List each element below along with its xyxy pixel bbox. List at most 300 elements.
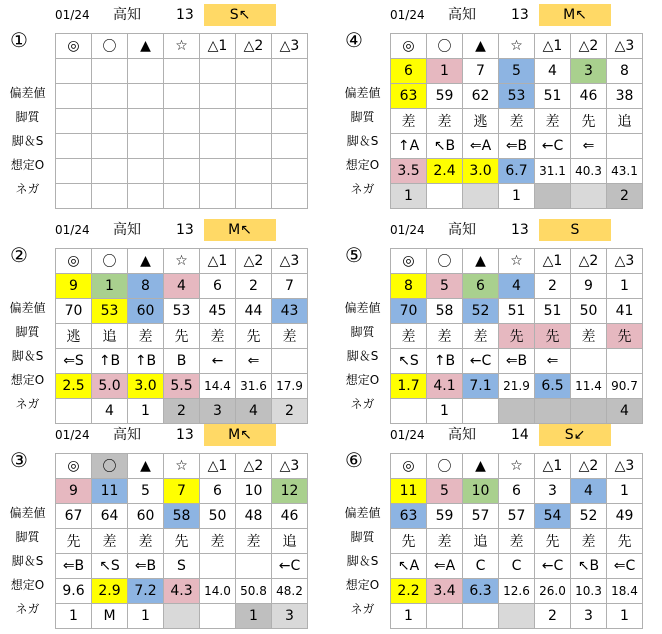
data-row [391, 504, 643, 529]
row-label: 脚質 [350, 325, 375, 339]
data-row [56, 84, 308, 109]
table-cell [236, 84, 272, 109]
data-row [391, 274, 643, 299]
row-label: 偏差値 [344, 86, 381, 100]
table-cell: 38 [607, 84, 643, 109]
row-label: 脚＆S [11, 349, 44, 363]
table-cell [164, 184, 200, 209]
table-cell [164, 59, 200, 84]
table-cell [607, 349, 643, 374]
table-cell: 48.2 [272, 579, 308, 604]
table-cell: 63 [391, 504, 427, 529]
table-cell: 3.0 [463, 159, 499, 184]
race-venue: 高知 [448, 222, 476, 238]
table-cell: 50.8 [236, 579, 272, 604]
data-row [56, 479, 308, 504]
table-cell: 1 [427, 59, 463, 84]
mark-cell: △2 [571, 249, 607, 274]
row-label: 想定O [10, 578, 45, 592]
table-cell: 14.0 [200, 579, 236, 604]
table-cell [200, 59, 236, 84]
table-cell: 先 [164, 324, 200, 349]
row-label: 偏差値 [9, 86, 46, 100]
mark-cell: ☆ [499, 454, 535, 479]
table-cell [200, 84, 236, 109]
table-cell: 1 [391, 184, 427, 209]
row-label: 想定O [10, 373, 45, 387]
table-cell: 差 [427, 109, 463, 134]
table-cell: 追 [92, 324, 128, 349]
mark-cell: △2 [236, 34, 272, 59]
prediction-table [390, 453, 643, 629]
table-cell [463, 604, 499, 629]
table-cell: 67 [56, 504, 92, 529]
table-cell: ↖B [571, 554, 607, 579]
table-cell: 7 [463, 59, 499, 84]
table-cell: 10.3 [571, 579, 607, 604]
table-cell [56, 109, 92, 134]
table-cell: ⇐ [236, 349, 272, 374]
table-cell: 9 [56, 479, 92, 504]
panel-header [390, 424, 620, 446]
table-cell: 48 [236, 504, 272, 529]
table-cell: 5 [427, 479, 463, 504]
table-cell: 70 [56, 299, 92, 324]
table-cell [236, 159, 272, 184]
race-date: 01/24 [390, 428, 425, 442]
table-cell: 53 [164, 299, 200, 324]
table-cell: ⇐ [571, 134, 607, 159]
mark-cell: △3 [607, 34, 643, 59]
table-cell: B [164, 349, 200, 374]
mark-row [391, 454, 643, 479]
mark-row [56, 34, 308, 59]
table-cell: 2 [164, 399, 200, 424]
row-label: ネガ [15, 182, 40, 196]
row-label: 想定O [345, 158, 380, 172]
row-label: 偏差値 [344, 301, 381, 315]
race-number: 13 [176, 7, 194, 23]
table-cell: ↖B [427, 134, 463, 159]
race-panel [335, 0, 662, 205]
table-cell: 63 [391, 84, 427, 109]
mark-cell: ☆ [164, 454, 200, 479]
panel-header [55, 424, 285, 446]
table-cell: 3 [571, 604, 607, 629]
table-cell: 6.5 [535, 374, 571, 399]
table-cell [236, 134, 272, 159]
panel-number: ④ [345, 28, 363, 52]
table-cell: 7.1 [463, 374, 499, 399]
table-cell: ⇐ [535, 349, 571, 374]
table-cell [236, 184, 272, 209]
table-cell: 10 [463, 479, 499, 504]
row-label: 脚質 [15, 530, 40, 544]
table-cell: 先 [56, 529, 92, 554]
table-cell: 64 [92, 504, 128, 529]
table-cell: 2.2 [391, 579, 427, 604]
mark-cell: △2 [236, 249, 272, 274]
pace-badge: S↙ [539, 424, 611, 446]
table-cell [427, 184, 463, 209]
table-cell [92, 134, 128, 159]
table-cell [499, 604, 535, 629]
table-cell: 1 [607, 479, 643, 504]
table-cell: ⇐B [128, 554, 164, 579]
data-row [391, 134, 643, 159]
table-cell: 8 [607, 59, 643, 84]
data-row [391, 529, 643, 554]
table-cell: 差 [427, 324, 463, 349]
mark-cell: △2 [571, 34, 607, 59]
data-row [391, 184, 643, 209]
row-label: 脚質 [15, 325, 40, 339]
table-cell: 2.5 [56, 374, 92, 399]
race-date: 01/24 [55, 8, 90, 22]
table-cell [607, 134, 643, 159]
table-cell: 7 [272, 274, 308, 299]
table-cell: 6.3 [463, 579, 499, 604]
prediction-table [390, 33, 643, 209]
table-cell: 2 [535, 274, 571, 299]
table-cell: ←C [463, 349, 499, 374]
table-cell: 1 [427, 399, 463, 424]
race-date: 01/24 [390, 8, 425, 22]
mark-cell: 〇 [427, 454, 463, 479]
table-cell: 差 [200, 529, 236, 554]
table-cell [463, 184, 499, 209]
table-cell: ↖S [92, 554, 128, 579]
panel-header [55, 219, 285, 241]
table-cell: 2.4 [427, 159, 463, 184]
mark-cell: ☆ [499, 34, 535, 59]
race-venue: 高知 [448, 7, 476, 23]
table-cell: 3 [535, 479, 571, 504]
data-row [391, 579, 643, 604]
table-cell: 差 [236, 529, 272, 554]
panel-number: ① [10, 28, 28, 52]
data-row [391, 349, 643, 374]
table-cell: 5 [427, 274, 463, 299]
table-cell: 差 [427, 529, 463, 554]
race-panel [0, 420, 330, 625]
table-cell: 4 [499, 274, 535, 299]
table-cell: 6.7 [499, 159, 535, 184]
table-cell: 43.1 [607, 159, 643, 184]
table-cell: 2 [236, 274, 272, 299]
table-cell: ⇐B [499, 134, 535, 159]
table-cell: 52 [571, 504, 607, 529]
pace-badge: S↖ [204, 4, 276, 26]
table-cell: 53 [499, 84, 535, 109]
table-cell: 6 [391, 59, 427, 84]
table-cell: 差 [391, 109, 427, 134]
table-cell [272, 349, 308, 374]
table-cell: S [164, 554, 200, 579]
table-cell: 2 [535, 604, 571, 629]
table-cell [128, 59, 164, 84]
mark-cell: ◎ [391, 34, 427, 59]
table-cell [56, 184, 92, 209]
data-row [56, 324, 308, 349]
table-cell: 2.9 [92, 579, 128, 604]
panel-number: ③ [10, 448, 28, 472]
panel-number: ⑤ [345, 243, 363, 267]
data-row [56, 349, 308, 374]
table-cell: 4 [164, 274, 200, 299]
data-row [56, 134, 308, 159]
table-cell: 先 [571, 109, 607, 134]
table-cell [272, 84, 308, 109]
row-label: 偏差値 [9, 506, 46, 520]
mark-cell: △3 [607, 249, 643, 274]
table-cell: 58 [427, 299, 463, 324]
table-cell: 41 [607, 299, 643, 324]
table-cell: 5.5 [164, 374, 200, 399]
table-cell: 45 [200, 299, 236, 324]
table-cell: ↑B [128, 349, 164, 374]
table-cell: ↖A [391, 554, 427, 579]
mark-cell: ▲ [128, 454, 164, 479]
mark-cell: ◎ [391, 249, 427, 274]
mark-cell: △2 [236, 454, 272, 479]
row-label: 脚＆S [346, 134, 379, 148]
table-cell: 6 [463, 274, 499, 299]
table-cell: 62 [463, 84, 499, 109]
table-cell: 46 [272, 504, 308, 529]
race-date: 01/24 [55, 223, 90, 237]
table-cell: 11.4 [571, 374, 607, 399]
mark-cell: △1 [535, 454, 571, 479]
table-cell: 8 [128, 274, 164, 299]
table-cell: 4.1 [427, 374, 463, 399]
table-cell [236, 554, 272, 579]
table-cell: 3 [200, 399, 236, 424]
table-cell: 51 [499, 299, 535, 324]
table-cell: ←C [272, 554, 308, 579]
table-cell: 58 [164, 504, 200, 529]
mark-cell: 〇 [92, 454, 128, 479]
prediction-table [55, 248, 308, 424]
table-cell: ⇐B [499, 349, 535, 374]
table-cell: 6 [499, 479, 535, 504]
table-cell: 57 [463, 504, 499, 529]
data-row [391, 299, 643, 324]
mark-cell: ◎ [56, 34, 92, 59]
table-cell [128, 134, 164, 159]
table-cell [236, 109, 272, 134]
table-cell: 5.0 [92, 374, 128, 399]
table-cell [535, 184, 571, 209]
race-number: 13 [511, 222, 529, 238]
row-label: ネガ [15, 397, 40, 411]
table-cell [56, 134, 92, 159]
row-label: ネガ [350, 397, 375, 411]
race-panel [0, 0, 330, 205]
table-cell: 3.5 [391, 159, 427, 184]
table-cell [56, 59, 92, 84]
table-cell: 逃 [463, 109, 499, 134]
table-cell: 10 [236, 479, 272, 504]
row-label: 脚＆S [11, 134, 44, 148]
table-cell: ⇐A [427, 554, 463, 579]
mark-row [56, 249, 308, 274]
mark-cell: △1 [200, 454, 236, 479]
data-row [391, 604, 643, 629]
race-number: 13 [176, 222, 194, 238]
panel-number: ⑥ [345, 448, 363, 472]
race-venue: 高知 [113, 222, 141, 238]
pace-badge: M↖ [204, 424, 276, 446]
table-cell: 1 [128, 399, 164, 424]
table-cell [200, 109, 236, 134]
table-cell: 先 [607, 324, 643, 349]
table-cell: 70 [391, 299, 427, 324]
table-cell: 4 [607, 399, 643, 424]
table-cell: 51 [535, 84, 571, 109]
table-cell [272, 59, 308, 84]
table-cell: 先 [535, 529, 571, 554]
table-cell [92, 109, 128, 134]
table-cell: 3 [571, 59, 607, 84]
table-cell: ←C [535, 134, 571, 159]
table-cell: 差 [499, 529, 535, 554]
table-cell: 51 [535, 299, 571, 324]
table-cell [92, 184, 128, 209]
data-row [391, 59, 643, 84]
mark-cell: ☆ [499, 249, 535, 274]
table-cell: 4 [535, 59, 571, 84]
panel-header [55, 4, 285, 26]
table-cell: 差 [463, 324, 499, 349]
data-row [56, 159, 308, 184]
table-cell: 追 [607, 109, 643, 134]
table-cell: 差 [200, 324, 236, 349]
row-label: 脚＆S [346, 349, 379, 363]
table-cell [164, 134, 200, 159]
table-cell: 50 [200, 504, 236, 529]
table-cell: 18.4 [607, 579, 643, 604]
table-cell: 11 [92, 479, 128, 504]
table-cell [200, 184, 236, 209]
table-cell: 1 [391, 604, 427, 629]
table-cell: ↖S [391, 349, 427, 374]
race-number: 13 [511, 7, 529, 23]
table-cell: 7 [164, 479, 200, 504]
row-label: 想定O [345, 373, 380, 387]
table-cell: 9.6 [56, 579, 92, 604]
row-label: ネガ [15, 602, 40, 616]
table-cell: 3.4 [427, 579, 463, 604]
race-panel [335, 215, 662, 420]
table-cell: 59 [427, 84, 463, 109]
mark-cell: 〇 [427, 34, 463, 59]
prediction-table [390, 248, 643, 424]
mark-row [391, 249, 643, 274]
table-cell: ←C [535, 554, 571, 579]
table-cell: ↑B [427, 349, 463, 374]
mark-cell: △3 [272, 34, 308, 59]
row-label: 脚質 [350, 530, 375, 544]
race-date: 01/24 [55, 428, 90, 442]
table-cell: ⇐A [463, 134, 499, 159]
table-cell [427, 604, 463, 629]
table-cell: 差 [92, 529, 128, 554]
data-row [56, 504, 308, 529]
table-cell [164, 159, 200, 184]
table-cell: 先 [607, 529, 643, 554]
table-cell: 49 [607, 504, 643, 529]
table-cell: 40.3 [571, 159, 607, 184]
table-cell: 9 [571, 274, 607, 299]
table-cell: 差 [571, 529, 607, 554]
table-cell: 先 [535, 324, 571, 349]
data-row [56, 59, 308, 84]
table-cell [571, 184, 607, 209]
data-row [56, 529, 308, 554]
table-cell: 4 [236, 399, 272, 424]
race-date: 01/24 [390, 223, 425, 237]
mark-cell: 〇 [427, 249, 463, 274]
mark-cell: 〇 [92, 34, 128, 59]
table-cell: 21.9 [499, 374, 535, 399]
table-cell: 4.3 [164, 579, 200, 604]
data-row [391, 84, 643, 109]
table-cell [92, 59, 128, 84]
data-row [391, 374, 643, 399]
table-cell: 54 [535, 504, 571, 529]
mark-row [56, 454, 308, 479]
mark-row [391, 34, 643, 59]
table-cell: 57 [499, 504, 535, 529]
table-cell: 52 [463, 299, 499, 324]
pace-badge: M↖ [204, 219, 276, 241]
data-row [391, 479, 643, 504]
mark-cell: △1 [535, 249, 571, 274]
table-cell: C [499, 554, 535, 579]
table-cell: 1 [56, 604, 92, 629]
mark-cell: △3 [607, 454, 643, 479]
table-cell: 差 [391, 324, 427, 349]
table-cell: ⇐S [56, 349, 92, 374]
table-cell: 3 [272, 604, 308, 629]
row-label: 偏差値 [9, 301, 46, 315]
race-panel [0, 215, 330, 420]
row-label: 想定O [345, 578, 380, 592]
table-cell [56, 159, 92, 184]
row-label: 想定O [10, 158, 45, 172]
table-cell: 5 [128, 479, 164, 504]
table-cell [92, 84, 128, 109]
race-number: 13 [176, 427, 194, 443]
table-cell: 5 [499, 59, 535, 84]
table-cell: 2 [272, 399, 308, 424]
table-cell: 3.0 [128, 374, 164, 399]
data-row [391, 109, 643, 134]
table-cell: 8 [391, 274, 427, 299]
pace-badge: S [539, 219, 611, 241]
table-cell: 26.0 [535, 579, 571, 604]
table-cell: 4 [92, 399, 128, 424]
table-cell: C [463, 554, 499, 579]
table-cell: 11 [391, 479, 427, 504]
mark-cell: ◎ [56, 249, 92, 274]
row-label: 脚＆S [11, 554, 44, 568]
table-cell: 差 [499, 109, 535, 134]
data-row [56, 274, 308, 299]
mark-cell: ▲ [128, 249, 164, 274]
row-label: ネガ [350, 602, 375, 616]
